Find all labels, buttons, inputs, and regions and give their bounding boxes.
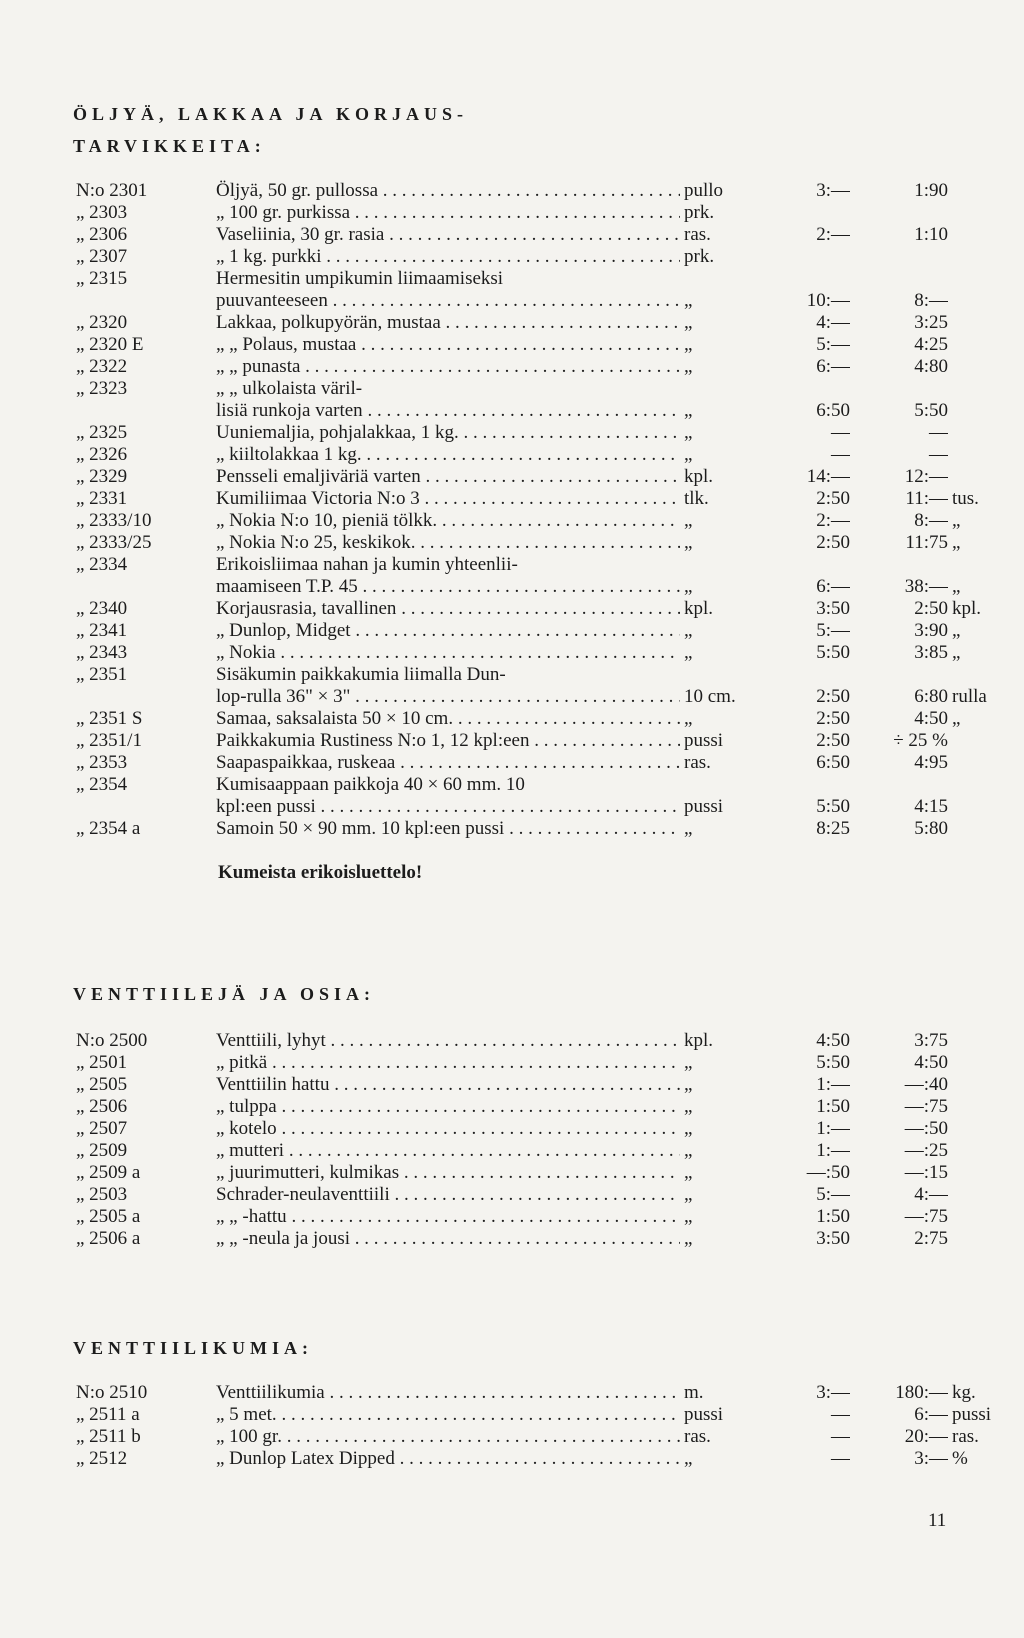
item-unit: „	[684, 444, 693, 465]
retail-price: 1:—	[816, 1140, 850, 1161]
table-row	[0, 1118, 1024, 1140]
bulk-unit: „	[952, 708, 961, 729]
item-unit: „	[684, 400, 693, 421]
item-number: N:o 2301	[76, 180, 148, 201]
item-unit: prk.	[684, 202, 715, 223]
bulk-price: 11:—	[905, 488, 948, 509]
table-row	[0, 598, 1024, 620]
item-number: „ 2323	[76, 378, 128, 399]
item-number: „ 2351	[76, 664, 128, 685]
item-number: „ 2307	[76, 246, 128, 267]
item-unit: kpl.	[684, 1030, 714, 1051]
description-line: Venttiilin hattu . . .	[216, 1074, 680, 1096]
description-line: Paikkakumia Rustiness N:o 1, 12 kpl:een . . .	[216, 730, 680, 752]
table-row	[0, 444, 1024, 466]
item-unit: „	[684, 642, 693, 663]
description-line: „ Nokia N:o 25, keskikok. . . .	[216, 532, 680, 554]
table-row	[0, 246, 1024, 268]
item-unit: „	[684, 818, 693, 839]
description-line: Saapaspaikkaa, ruskeaa . . .	[216, 752, 680, 774]
table-row	[0, 752, 1024, 774]
table-row	[0, 510, 1024, 532]
item-number: „ 2505	[76, 1074, 128, 1095]
table-row	[0, 818, 1024, 840]
description-line: „ 100 gr. purkissa . . .	[216, 202, 680, 224]
retail-price: 2:50	[816, 488, 850, 509]
item-number: N:o 2510	[76, 1382, 148, 1403]
item-unit: „	[684, 1228, 693, 1249]
item-number: „ 2320	[76, 312, 128, 333]
retail-price: 5:50	[816, 1052, 850, 1073]
description-line: Pensseli emaljiväriä varten . . .	[216, 466, 680, 488]
bulk-price: 2:75	[914, 1228, 948, 1249]
item-unit: „	[684, 422, 693, 443]
description-line: Korjausrasia, tavallinen . . .	[216, 598, 680, 620]
section-heading: ÖLJYÄ, LAKKAA JA KORJAUS-	[73, 104, 469, 124]
item-number: „ 2334	[76, 554, 128, 575]
oil-lacquer-table	[0, 180, 1024, 840]
item-unit: m.	[684, 1382, 704, 1403]
description-line: „ „ Polaus, mustaa . . .	[216, 334, 680, 356]
item-unit: „	[684, 708, 693, 729]
item-description	[216, 664, 680, 714]
item-unit: kpl.	[684, 598, 714, 619]
item-unit: tlk.	[684, 488, 709, 509]
item-unit: ras.	[684, 224, 711, 245]
bulk-unit: „	[952, 510, 961, 531]
bulk-unit: tus.	[952, 488, 979, 509]
description-line: „ „ -neula ja jousi . . .	[216, 1228, 680, 1250]
item-number: „ 2353	[76, 752, 128, 773]
description-line: „ 100 gr. . . .	[216, 1426, 680, 1448]
retail-price: 4:—	[816, 312, 850, 333]
bulk-price: 6:80	[914, 686, 948, 707]
item-number: „ 2315	[76, 268, 128, 289]
table-row	[0, 466, 1024, 488]
page-number: 11	[928, 1510, 947, 1531]
table-row	[0, 1228, 1024, 1250]
section-heading-continued: TARVIKKEITA:	[73, 136, 266, 156]
item-unit: pussi	[684, 796, 724, 817]
item-number: „ 2509	[76, 1140, 128, 1161]
item-unit: „	[684, 312, 693, 333]
description-line: „ Dunlop Latex Dipped . . .	[216, 1448, 680, 1470]
item-description	[216, 378, 680, 428]
retail-price: —	[831, 422, 850, 443]
retail-price: 2:50	[816, 708, 850, 729]
table-row	[0, 1096, 1024, 1118]
description-line: „ 5 met. . . .	[216, 1404, 680, 1426]
retail-price: 5:—	[816, 1184, 850, 1205]
bulk-price: —:75	[904, 1206, 948, 1227]
item-number: „ 2320 E	[76, 334, 144, 355]
bulk-price: —:25	[904, 1140, 948, 1161]
retail-price: —	[831, 444, 850, 465]
table-row	[0, 268, 1024, 312]
valves-table	[0, 1030, 1024, 1250]
description-line: Samaa, saksalaista 50 × 10 cm. . . .	[216, 708, 680, 730]
retail-price: 1:50	[816, 1206, 850, 1227]
bulk-price: —	[929, 422, 948, 443]
bulk-price: —:75	[904, 1096, 948, 1117]
retail-price: 5:—	[816, 620, 850, 641]
retail-price: 6:50	[816, 752, 850, 773]
description-line: „ juurimutteri, kulmikas . . .	[216, 1162, 680, 1184]
description-line: „ Dunlop, Midget . . .	[216, 620, 680, 642]
table-row	[0, 224, 1024, 246]
retail-price: 6:50	[816, 400, 850, 421]
catalog-note: Kumeista erikoisluettelo!	[218, 862, 423, 883]
item-number: „ 2507	[76, 1118, 128, 1139]
bulk-price: 5:50	[914, 400, 948, 421]
description-line: Venttiilikumia . . .	[216, 1382, 680, 1404]
item-unit: „	[684, 1206, 693, 1227]
description-line: „ pitkä . . .	[216, 1052, 680, 1074]
table-row	[0, 1184, 1024, 1206]
bulk-price: 6:—	[914, 1404, 948, 1425]
item-unit: „	[684, 290, 693, 311]
retail-price: 1:—	[816, 1074, 850, 1095]
item-number: „ 2322	[76, 356, 128, 377]
item-number: „ 2331	[76, 488, 128, 509]
description-line: „ „ ulkolaista väril-	[216, 378, 363, 399]
item-description	[216, 774, 680, 824]
item-description	[216, 1228, 680, 1256]
bulk-price: —:40	[904, 1074, 948, 1095]
description-line: Sisäkumin paikkakumia liimalla Dun-	[216, 664, 506, 685]
bulk-unit: kg.	[952, 1382, 976, 1403]
description-line: „ Nokia . . .	[216, 642, 680, 664]
table-row	[0, 356, 1024, 378]
item-unit: „	[684, 620, 693, 641]
bulk-price: —:50	[904, 1118, 948, 1139]
item-unit: „	[684, 1074, 693, 1095]
item-unit: pussi	[684, 1404, 724, 1425]
table-row	[0, 378, 1024, 422]
item-description	[216, 268, 680, 318]
retail-price: —	[831, 1426, 850, 1447]
item-number: „ 2333/25	[76, 532, 152, 553]
item-unit: ras.	[684, 752, 711, 773]
item-unit: „	[684, 334, 693, 355]
retail-price: —:50	[806, 1162, 850, 1183]
item-unit: „	[684, 1052, 693, 1073]
bulk-unit: „	[952, 620, 961, 641]
description-line: Vaseliinia, 30 gr. rasia . . .	[216, 224, 680, 246]
table-row	[0, 532, 1024, 554]
retail-price: 2:50	[816, 730, 850, 751]
bulk-price: 8:—	[914, 290, 948, 311]
table-row	[0, 334, 1024, 356]
table-row	[0, 312, 1024, 334]
bulk-price: 4:95	[914, 752, 948, 773]
bulk-price: 180:—	[895, 1382, 948, 1403]
item-number: „ 2503	[76, 1184, 128, 1205]
item-number: „ 2511 b	[76, 1426, 141, 1447]
description-line: „ „ -hattu . . .	[216, 1206, 680, 1228]
item-number: „ 2354	[76, 774, 128, 795]
item-number: „ 2303	[76, 202, 128, 223]
description-line-continued: maamiseen T.P. 45 . . .	[216, 576, 680, 598]
retail-price: 4:50	[816, 1030, 850, 1051]
bulk-price: 20:—	[904, 1426, 948, 1447]
retail-price: 5:50	[816, 642, 850, 663]
item-number: „ 2501	[76, 1052, 128, 1073]
table-row	[0, 1030, 1024, 1052]
item-number: „ 2325	[76, 422, 128, 443]
retail-price: 2:50	[816, 532, 850, 553]
table-row	[0, 708, 1024, 730]
table-row	[0, 1404, 1024, 1426]
bulk-price: 5:80	[914, 818, 948, 839]
bulk-price: ÷ 25 %	[893, 730, 948, 751]
table-row	[0, 730, 1024, 752]
description-line: Hermesitin umpikumin liimaamiseksi	[216, 268, 504, 289]
retail-price: 2:—	[816, 224, 850, 245]
bulk-price: 3:90	[914, 620, 948, 641]
description-line-continued: kpl:een pussi . . .	[216, 796, 680, 818]
bulk-price: 11:75	[905, 532, 948, 553]
item-number: „ 2506	[76, 1096, 128, 1117]
bulk-price: 4:50	[914, 1052, 948, 1073]
retail-price: 8:25	[816, 818, 850, 839]
bulk-unit: „	[952, 576, 961, 597]
item-description	[216, 818, 680, 846]
section-heading: VENTTIILEJÄ JA OSIA:	[73, 984, 376, 1004]
retail-price: —	[831, 1448, 850, 1469]
description-line: „ tulppa . . .	[216, 1096, 680, 1118]
item-unit: „	[684, 1118, 693, 1139]
bulk-price: 1:90	[914, 180, 948, 201]
description-line-continued: lop-rulla 36" × 3" . . .	[216, 686, 680, 708]
item-number: „ 2333/10	[76, 510, 152, 531]
description-line: „ kotelo . . .	[216, 1118, 680, 1140]
bulk-unit: ras.	[952, 1426, 979, 1447]
retail-price: 6:—	[816, 356, 850, 377]
item-unit: prk.	[684, 246, 715, 267]
item-unit: ras.	[684, 1426, 711, 1447]
item-number: „ 2351/1	[76, 730, 142, 751]
bulk-price: —	[929, 444, 948, 465]
description-line: „ Nokia N:o 10, pieniä tölkk. . . .	[216, 510, 680, 532]
item-number: „ 2506 a	[76, 1228, 141, 1249]
retail-price: 6:—	[816, 576, 850, 597]
description-line: „ 1 kg. purkki . . .	[216, 246, 680, 268]
bulk-price: 8:—	[914, 510, 948, 531]
table-row	[0, 202, 1024, 224]
bulk-unit: %	[952, 1448, 968, 1469]
table-row	[0, 422, 1024, 444]
bulk-price: —:15	[904, 1162, 948, 1183]
description-line: Venttiili, lyhyt . . .	[216, 1030, 680, 1052]
bulk-price: 3:—	[914, 1448, 948, 1469]
description-line: Kumisaappaan paikkoja 40 × 60 mm. 10	[216, 774, 525, 795]
bulk-price: 38:—	[904, 576, 948, 597]
bulk-price: 3:85	[914, 642, 948, 663]
retail-price: 14:—	[806, 466, 850, 487]
description-line-continued: lisiä runkoja varten . . .	[216, 400, 680, 422]
retail-price: 3:50	[816, 598, 850, 619]
item-number: „ 2512	[76, 1448, 128, 1469]
item-unit: pullo	[684, 180, 724, 201]
bulk-price: 2:50	[914, 598, 948, 619]
bulk-price: 12:—	[904, 466, 948, 487]
item-unit: kpl.	[684, 466, 714, 487]
table-row	[0, 554, 1024, 598]
description-line: Kumiliimaa Victoria N:o 3 . . .	[216, 488, 680, 510]
item-description	[216, 554, 680, 604]
retail-price: 1:50	[816, 1096, 850, 1117]
bulk-price: 4:—	[914, 1184, 948, 1205]
table-row	[0, 1140, 1024, 1162]
item-number: „ 2354 a	[76, 818, 141, 839]
table-row	[0, 664, 1024, 708]
retail-price: 5:—	[816, 334, 850, 355]
item-number: „ 2343	[76, 642, 128, 663]
bulk-unit: „	[952, 532, 961, 553]
description-line: Erikoisliimaa nahan ja kumin yhteenlii-	[216, 554, 518, 575]
bulk-price: 3:75	[914, 1030, 948, 1051]
item-unit: „	[684, 1140, 693, 1161]
bulk-unit: „	[952, 642, 961, 663]
retail-price: —	[831, 1404, 850, 1425]
retail-price: 3:50	[816, 1228, 850, 1249]
bulk-price: 4:50	[914, 708, 948, 729]
item-number: „ 2329	[76, 466, 128, 487]
table-row	[0, 1382, 1024, 1404]
table-row	[0, 1162, 1024, 1184]
table-row	[0, 774, 1024, 818]
retail-price: 1:—	[816, 1118, 850, 1139]
table-row	[0, 488, 1024, 510]
retail-price: 2:50	[816, 686, 850, 707]
description-line: „ mutteri . . .	[216, 1140, 680, 1162]
item-unit: „	[684, 356, 693, 377]
item-unit: „	[684, 576, 693, 597]
section-heading: VENTTIILIKUMIA:	[73, 1338, 314, 1358]
retail-price: 5:50	[816, 796, 850, 817]
item-number: „ 2326	[76, 444, 128, 465]
item-unit: „	[684, 1096, 693, 1117]
bulk-price: 3:25	[914, 312, 948, 333]
bulk-price: 1:10	[914, 224, 948, 245]
description-line: Uuniemaljia, pohjalakkaa, 1 kg. . . .	[216, 422, 680, 444]
item-number: „ 2505 a	[76, 1206, 141, 1227]
bulk-unit: pussi	[952, 1404, 992, 1425]
item-unit: „	[684, 1184, 693, 1205]
description-line-continued: puuvanteeseen . . .	[216, 290, 680, 312]
table-row	[0, 1448, 1024, 1470]
item-number: N:o 2500	[76, 1030, 148, 1051]
description-line: „ „ punasta . . .	[216, 356, 680, 378]
table-row	[0, 1426, 1024, 1448]
description-line: Lakkaa, polkupyörän, mustaa . . .	[216, 312, 680, 334]
bulk-price: 4:25	[914, 334, 948, 355]
item-unit: „	[684, 532, 693, 553]
table-row	[0, 1074, 1024, 1096]
table-row	[0, 180, 1024, 202]
retail-price: 2:—	[816, 510, 850, 531]
bulk-unit: rulla	[952, 686, 987, 707]
bulk-price: 4:15	[914, 796, 948, 817]
item-number: „ 2306	[76, 224, 128, 245]
bulk-price: 4:80	[914, 356, 948, 377]
item-unit: 10 cm.	[684, 686, 736, 707]
item-unit: pussi	[684, 730, 724, 751]
table-row	[0, 620, 1024, 642]
table-row	[0, 642, 1024, 664]
item-number: „ 2511 a	[76, 1404, 140, 1425]
item-unit: „	[684, 1162, 693, 1183]
item-number: „ 2340	[76, 598, 128, 619]
item-number: „ 2351 S	[76, 708, 143, 729]
table-row	[0, 1206, 1024, 1228]
valve-rubber-table	[0, 1382, 1024, 1470]
description-line: Samoin 50 × 90 mm. 10 kpl:een pussi . . .	[216, 818, 680, 840]
item-description	[216, 1448, 680, 1476]
item-number: „ 2341	[76, 620, 128, 641]
item-unit: „	[684, 1448, 693, 1469]
retail-price: 3:—	[816, 180, 850, 201]
retail-price: 3:—	[816, 1382, 850, 1403]
table-row	[0, 1052, 1024, 1074]
bulk-unit: kpl.	[952, 598, 982, 619]
retail-price: 10:—	[806, 290, 850, 311]
item-number: „ 2509 a	[76, 1162, 141, 1183]
description-line: Öljyä, 50 gr. pullossa . . .	[216, 180, 680, 202]
description-line: Schrader-neulaventtiili . . .	[216, 1184, 680, 1206]
item-unit: „	[684, 510, 693, 531]
description-line: „ kiiltolakkaa 1 kg. . . .	[216, 444, 680, 466]
